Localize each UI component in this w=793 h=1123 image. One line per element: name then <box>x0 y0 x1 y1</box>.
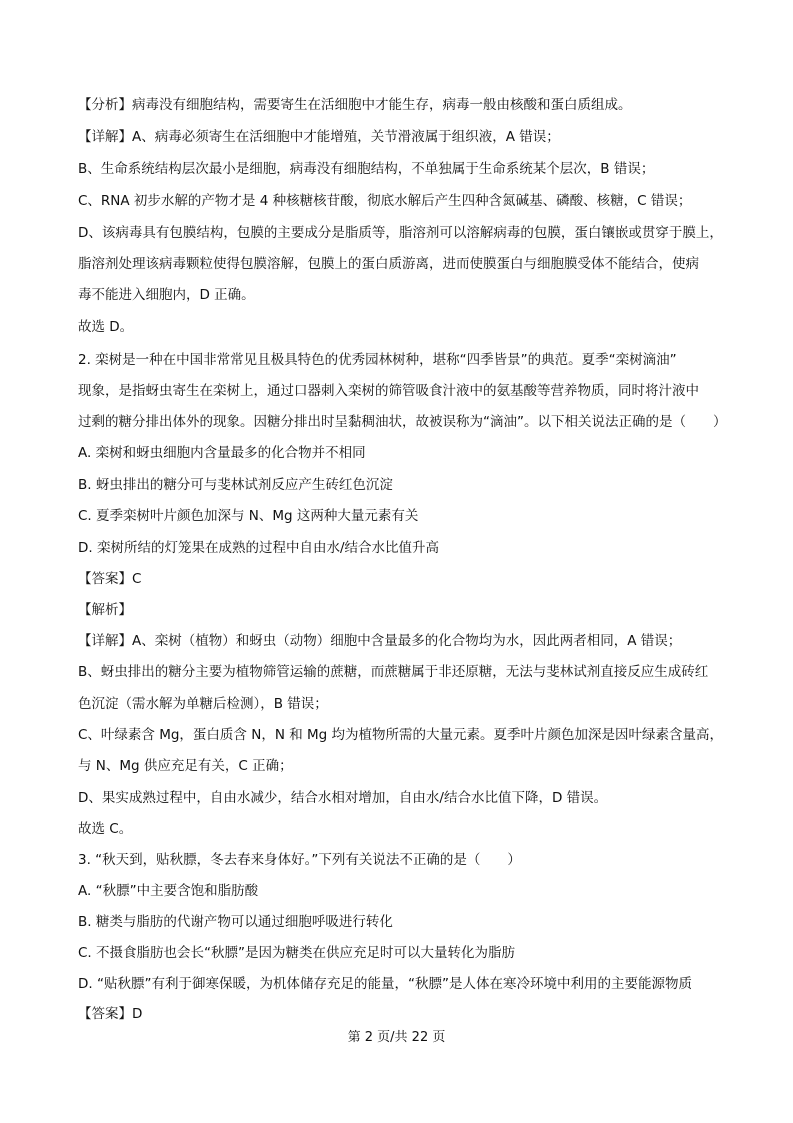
detail-line: 与 N、Mg 供应充足有关，C 正确； <box>78 758 293 774</box>
detail-line: B、生命系统结构层次最小是细胞，病毒没有细胞结构，不单独属于生命系统某个层次，B 错误； <box>78 161 655 177</box>
detail-line: D、果实成熟过程中，自由水减少，结合水相对增加，自由水/结合水比值下降，D 错误。 <box>78 790 608 806</box>
page-footer: 第 2 页/共 22 页 <box>347 1030 446 1045</box>
analysis-heading: 【解析】 <box>78 602 132 618</box>
detail-line: D、该病毒具有包膜结构，包膜的主要成分是脂质等，脂溶剂可以溶解病毒的包膜，蛋白镶嵌或贯穿于膜上， <box>78 225 723 241</box>
detail-line: 色沉淀（需水解为单糖后检测），B 错误； <box>78 696 328 712</box>
answer-line: 【答案】C <box>78 571 142 587</box>
detail-line: 【详解】A、病毒必须寄生在活细胞中才能增殖，关节滑液属于组织液，A 错误； <box>78 129 560 145</box>
answer-line: 【答案】D <box>78 1006 143 1022</box>
option-a: A. 栾树和蚜虫细胞内含量最多的化合物并不相同 <box>78 445 366 461</box>
detail-line: 毒不能进入细胞内，D 正确。 <box>78 287 255 303</box>
detail-line: C、叶绿素含 Mg，蛋白质含 N，N 和 Mg 均为植物所需的大量元素。夏季叶片颜色加深是因叶绿素含量高， <box>78 727 724 743</box>
detail-line: 脂溶剂处理该病毒颗粒使得包膜溶解，包膜上的蛋白质游离，进而使膜蛋白与细胞膜受体不能结合，使病 <box>78 256 699 272</box>
option-a: A. “秋膘”中主要含饱和脂肪酸 <box>78 883 259 899</box>
question-line: 现象，是指蚜虫寄生在栾树上，通过口器刺入栾树的筛管吸食汁液中的氨基酸等营养物质，同时将汁液中 <box>78 383 699 399</box>
question-line: 3. “秋天到，贴秋膘，冬去春来身体好。”下列有关说法不正确的是（ ） <box>78 852 521 868</box>
detail-line: C、RNA 初步水解的产物才是 4 种核糖核苷酸，彻底水解后产生四种含氮碱基、磷酸、核糖，C 错误； <box>78 193 692 209</box>
question-line: 过剩的糖分排出体外的现象。因糖分排出时呈黏稠油状，故被误称为“滴油”。以下相关说法正确的是（ ） <box>78 414 727 430</box>
answer-choice: 故选 C。 <box>78 821 133 837</box>
question-line: 2. 栾树是一种在中国非常常见且极具特色的优秀园林树种，堪称“四季皆景”的典范。夏季“栾树滴油” <box>78 352 677 368</box>
answer-choice: 故选 D。 <box>78 319 134 335</box>
option-d: D. “贴秋膘”有利于御寒保暖，为机体储存充足的能量，“秋膘”是人体在寒冷环境中利用的主要能源物质 <box>78 976 692 992</box>
detail-line: B、蚜虫排出的糖分主要为植物筛管运输的蔗糖，而蔗糖属于非还原糖，无法与斐林试剂直接反应生成砖红 <box>78 664 709 680</box>
analysis-line: 【分析】病毒没有细胞结构，需要寄生在活细胞中才能生存，病毒一般由核酸和蛋白质组成。 <box>78 97 632 113</box>
option-c: C. 夏季栾树叶片颜色加深与 N、Mg 这两种大量元素有关 <box>78 508 419 524</box>
option-b: B. 糖类与脂肪的代谢产物可以通过细胞呼吸进行转化 <box>78 914 393 930</box>
option-c: C. 不摄食脂肪也会长“秋膘”是因为糖类在供应充足时可以大量转化为脂肪 <box>78 945 515 961</box>
detail-line: 【详解】A、栾树（植物）和蚜虫（动物）细胞中含量最多的化合物均为水，因此两者相同，A 错误； <box>78 633 682 649</box>
option-d: D. 栾树所结的灯笼果在成熟的过程中自由水/结合水比值升高 <box>78 540 440 556</box>
option-b: B. 蚜虫排出的糖分可与斐林试剂反应产生砖红色沉淀 <box>78 477 393 493</box>
